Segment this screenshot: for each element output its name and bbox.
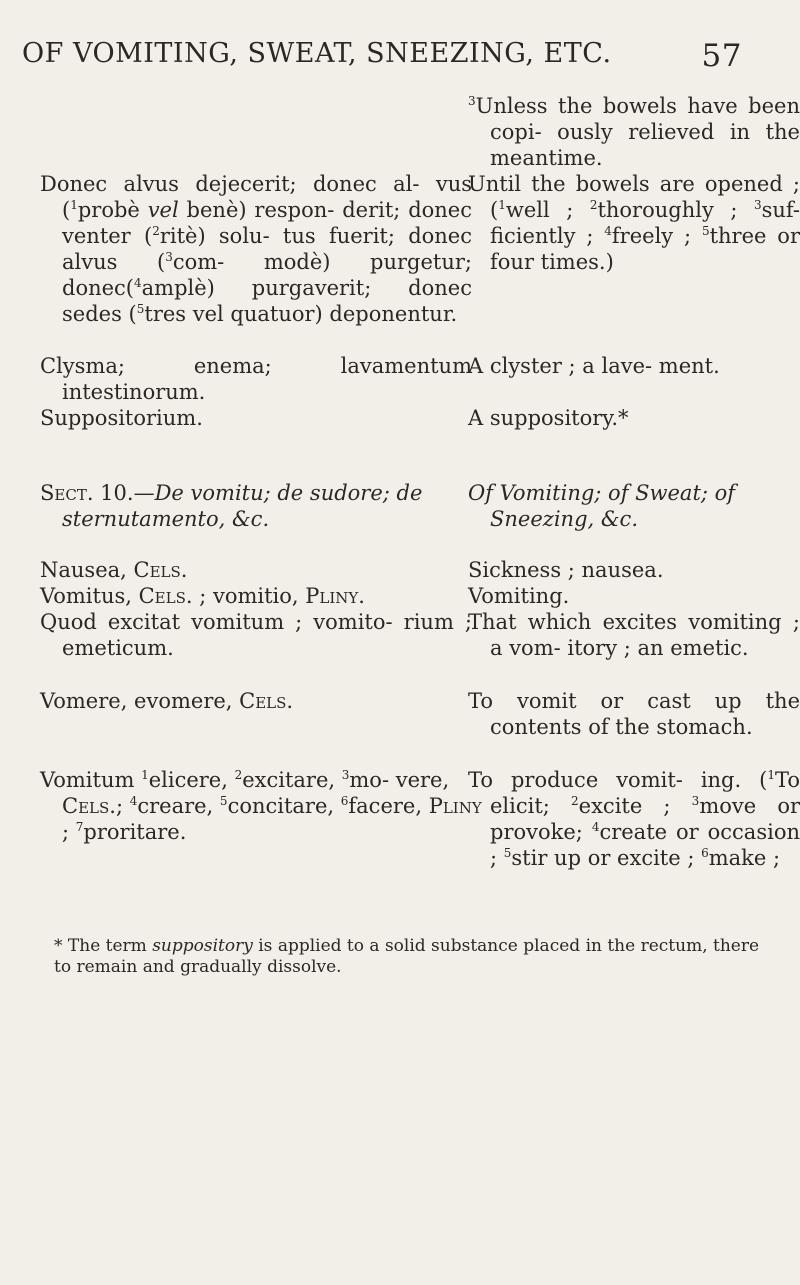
page-number: 57 xyxy=(701,38,742,74)
section-heading-english: Of Vomiting; of Sweat; of Sneezing, &c. xyxy=(468,481,736,531)
vomitus-english: Vomiting. xyxy=(468,584,570,608)
vomere-latin: Vomere, evomere, Cels. xyxy=(40,689,294,713)
nausea-english: Sickness ; nausea. xyxy=(468,558,664,582)
running-header xyxy=(22,38,742,74)
vomere-english: To vomit or cast up the contents of the stomach. xyxy=(468,689,800,739)
vomitum-english: To produce vomit- ing. ($^1$To elicit; $^2$excite ; $^3$move or provoke; $^4$create or occasion ; $^5$stir up or excite ; $^6$make ; xyxy=(468,768,800,870)
vomitus-latin: Vomitus, Cels. ; vomitio, Pliny. xyxy=(40,584,365,608)
vomitum-latin: Vomitum $^1$elicere, $^2$excitare, $^3$mo- vere, Cels.; $^4$creare, $^5$concitare, $^6$facere, Pliny ; $^7$proritare. xyxy=(40,768,482,844)
footnote: * The term suppository is applied to a solid substance placed in the rectum, there to remain and gradually dissolve. xyxy=(54,936,760,977)
quod-english: That which excites vomiting ; a vom- itory ; an emetic. xyxy=(468,610,800,660)
nausea-latin: Nausea, Cels. xyxy=(40,558,188,582)
clysma-english: A clyster ; a lave- ment. xyxy=(468,354,720,378)
section-heading-latin: Sect. 10.—De vomitu; de sudore; de sternutamento, &c. xyxy=(40,481,423,531)
suppositorium-english: A suppository.* xyxy=(468,406,629,430)
clysma-latin: Clysma; enema; lavamentum intestinorum. xyxy=(40,354,472,404)
suppositorium-latin: Suppositorium. xyxy=(40,406,203,430)
donec-latin: Donec alvus dejecerit; donec al- vus ($^1$probè vel benè) respon- derit; donec venter ($^2$ritè) solu- tus fuerit; donec alvus ($^3$com- modè) purgetur; donec($^4$amplè) purgaverit; donec sedes ($^5$tres vel quatuor) deponentur. xyxy=(40,172,472,326)
quod-latin: Quod excitat vomitum ; vomito- rium ; emeticum. xyxy=(40,610,472,660)
unless-note: $^3$Unless the bowels have been copi- ously relieved in the meantime. xyxy=(468,94,800,170)
running-title: OF VOMITING, SWEAT, SNEEZING, ETC. xyxy=(22,38,612,69)
donec-english: Until the bowels are opened ; ($^1$well ; $^2$thoroughly ; $^3$suf- ficiently ; $^4$freely ; $^5$three or four times.) xyxy=(468,172,800,274)
